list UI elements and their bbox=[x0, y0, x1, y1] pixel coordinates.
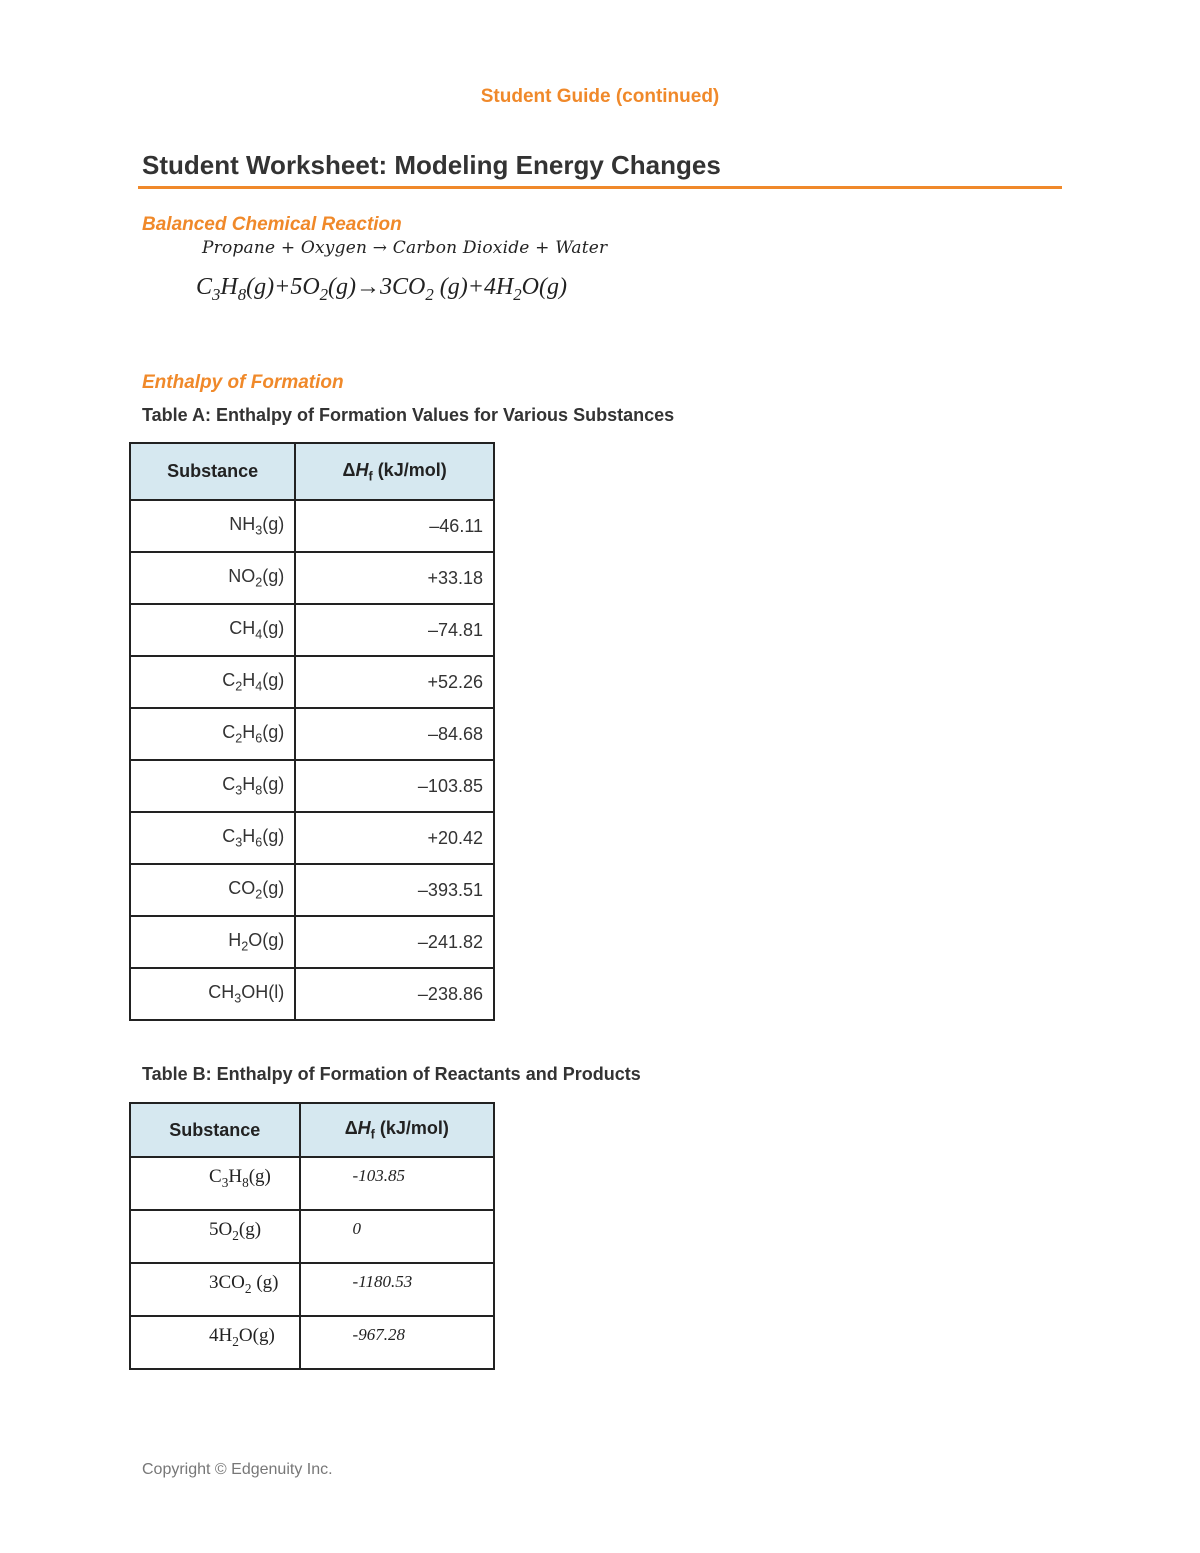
answer-input-cell[interactable]: -967.28 bbox=[300, 1316, 494, 1369]
table-row bbox=[130, 1157, 494, 1210]
table-a-header-enthalpy: $\Delta H_f$ (kJ/mol) bbox=[295, 443, 494, 500]
substance-cell: $C_3H_8(g)$ bbox=[130, 1157, 300, 1210]
substance-cell: $C_3H_6(g)$ bbox=[130, 812, 295, 864]
answer-input-cell[interactable]: -1180.53 bbox=[300, 1263, 494, 1316]
value-cell: –241.82 bbox=[295, 916, 494, 968]
value-cell: –74.81 bbox=[295, 604, 494, 656]
value-cell: –393.51 bbox=[295, 864, 494, 916]
table-row bbox=[130, 864, 494, 916]
value-cell: –84.68 bbox=[295, 708, 494, 760]
table-b-caption: Table B: Enthalpy of Formation of Reactants and Products bbox=[142, 1064, 641, 1084]
answer-input-cell[interactable]: -103.85 bbox=[300, 1157, 494, 1210]
copyright-footer: Copyright © Edgenuity Inc. bbox=[142, 1461, 333, 1478]
value-cell: –238.86 bbox=[295, 968, 494, 1020]
substance-cell: $3CO_2$ (g) bbox=[130, 1263, 300, 1316]
table-row bbox=[130, 1210, 494, 1263]
table-row bbox=[130, 552, 494, 604]
answer-input-cell[interactable]: 0 bbox=[300, 1210, 494, 1263]
value-cell: –103.85 bbox=[295, 760, 494, 812]
substance-cell: $CO_2(g)$ bbox=[130, 864, 295, 916]
substance-cell: $C_2H_4(g)$ bbox=[130, 656, 295, 708]
table-a bbox=[129, 442, 495, 1021]
table-row bbox=[130, 1263, 494, 1316]
running-head: Student Guide (continued) bbox=[480, 86, 720, 107]
substance-cell: $H_2O(g)$ bbox=[130, 916, 295, 968]
table-row bbox=[130, 916, 494, 968]
table-b-header-substance: Substance bbox=[130, 1103, 300, 1157]
section-heading-enthalpy: Enthalpy of Formation bbox=[142, 372, 344, 393]
value-cell: +52.26 bbox=[295, 656, 494, 708]
value-cell: +33.18 bbox=[295, 552, 494, 604]
table-row bbox=[130, 760, 494, 812]
chemical-equation: $C_3H_8(g)+5O_2(g)\to 3CO_2$ $(g)+4H_2O(g)$ bbox=[196, 274, 567, 304]
page-title: Student Worksheet: Modeling Energy Changes bbox=[142, 150, 721, 180]
word-equation: Propane + Oxygen → Carbon Dioxide + Water bbox=[202, 238, 608, 258]
table-b bbox=[129, 1102, 495, 1370]
table-row bbox=[130, 656, 494, 708]
table-a-caption: Table A: Enthalpy of Formation Values for Various Substances bbox=[142, 405, 675, 425]
table-a-header-substance: Substance bbox=[130, 443, 295, 500]
table-row bbox=[130, 500, 494, 552]
substance-cell: $CH_4(g)$ bbox=[130, 604, 295, 656]
section-heading-reaction: Balanced Chemical Reaction bbox=[142, 214, 402, 235]
substance-cell: $4H_2O(g)$ bbox=[130, 1316, 300, 1369]
table-b-header-enthalpy: $\Delta H_f$ (kJ/mol) bbox=[300, 1103, 494, 1157]
value-cell: +20.42 bbox=[295, 812, 494, 864]
substance-cell: $NO_2(g)$ bbox=[130, 552, 295, 604]
substance-cell: $C_3H_8(g)$ bbox=[130, 760, 295, 812]
table-row bbox=[130, 1316, 494, 1369]
substance-cell: $NH_3(g)$ bbox=[130, 500, 295, 552]
value-cell: –46.11 bbox=[295, 500, 494, 552]
substance-cell: $CH_3OH(l)$ bbox=[130, 968, 295, 1020]
table-row bbox=[130, 708, 494, 760]
table-row bbox=[130, 604, 494, 656]
table-row bbox=[130, 812, 494, 864]
substance-cell: $5O_2(g)$ bbox=[130, 1210, 300, 1263]
table-row bbox=[130, 968, 494, 1020]
substance-cell: $C_2H_6(g)$ bbox=[130, 708, 295, 760]
title-divider bbox=[138, 186, 1062, 189]
